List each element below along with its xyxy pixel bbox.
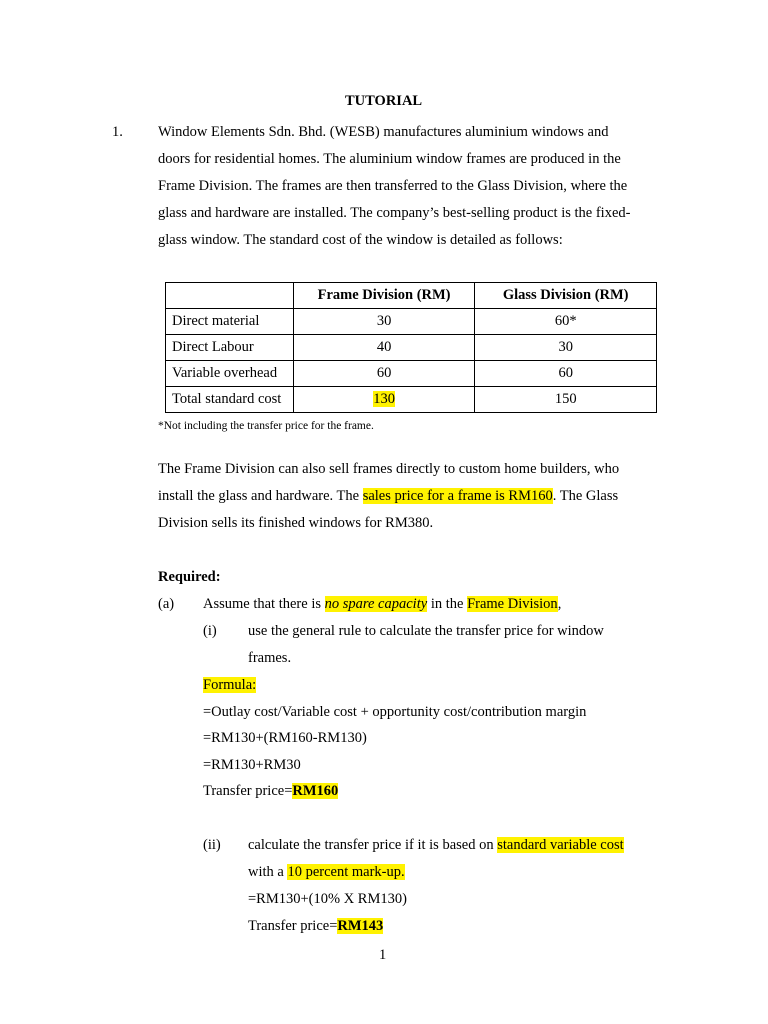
part-a-text-segment: in the	[427, 596, 468, 612]
formula-calc-3: =RM130+RM30	[203, 757, 301, 773]
para2-text: install the glass and hardware. The	[158, 488, 363, 504]
part-i-line-2: frames.	[248, 650, 292, 666]
frame-division-highlight: Frame Division	[467, 596, 558, 612]
required-heading: Required:	[158, 569, 221, 585]
part-ii-text: calculate the transfer price if it is based on	[248, 837, 498, 853]
row-label: Total standard cost	[166, 387, 294, 413]
row-label: Direct Labour	[166, 335, 294, 361]
intro-line-2: doors for residential homes. The aluminium window frames are produced in the	[158, 151, 621, 167]
standard-variable-cost-highlight: standard variable cost	[497, 837, 624, 853]
para2-line-1: The Frame Division can also sell frames directly to custom home builders, who	[158, 461, 620, 477]
part-a-text-segment: Assume that there is	[203, 596, 325, 612]
table-row	[166, 335, 657, 361]
question-number: 1.	[112, 124, 123, 140]
table-header-row	[166, 283, 657, 309]
standard-cost-table	[165, 282, 657, 413]
frame-value: 40	[293, 335, 475, 361]
part-a-text-segment: ,	[557, 596, 562, 612]
glass-value: 60	[475, 361, 657, 387]
formula-label	[203, 677, 256, 694]
frame-value: 30	[293, 309, 475, 335]
part-ii-line-2	[248, 864, 405, 881]
intro-line-3: Frame Division. The frames are then transferred to the Glass Division, where the	[158, 178, 628, 194]
table-header-cell: Glass Division (RM)	[475, 283, 657, 309]
table-row	[166, 361, 657, 387]
frame-value	[293, 387, 475, 413]
part-ii-line-1	[248, 837, 624, 854]
formula-calc-1: =Outlay cost/Variable cost + opportunity cost/contribution margin	[203, 704, 587, 720]
glass-value: 150	[475, 387, 657, 413]
part-i-label: (i)	[203, 623, 217, 639]
para2-line-3: Division sells its finished windows for RM380.	[158, 515, 434, 531]
formula-label-highlight: Formula:	[203, 677, 257, 693]
frame-total-highlight: 130	[373, 391, 395, 407]
intro-line-4: glass and hardware are installed. The company’s best-selling product is the fixed-	[158, 205, 631, 221]
markup-highlight: 10 percent mark-up.	[287, 864, 405, 880]
part-ii-text: with a	[248, 864, 288, 880]
glass-value: 60*	[475, 309, 657, 335]
part-a-label: (a)	[158, 596, 175, 612]
part-i-line-1: use the general rule to calculate the transfer price for window	[248, 623, 604, 639]
page-title: TUTORIAL	[345, 93, 423, 109]
para2-text: . The Glass	[552, 488, 619, 504]
row-label: Direct material	[166, 309, 294, 335]
page-number: 1	[379, 947, 387, 963]
intro-line-1: Window Elements Sdn. Bhd. (WESB) manufactures aluminium windows and	[158, 124, 609, 140]
transfer-price-i	[203, 783, 338, 800]
table-row	[166, 309, 657, 335]
table-row	[166, 387, 657, 413]
transfer-price-label: Transfer price=	[248, 918, 338, 934]
sales-price-highlight: sales price for a frame is RM160	[362, 488, 553, 504]
part-ii-label: (ii)	[203, 837, 221, 853]
transfer-price-label: Transfer price=	[203, 783, 293, 799]
table-header-cell: Frame Division (RM)	[293, 283, 475, 309]
table-header-cell	[166, 283, 294, 309]
transfer-price-value: RM143	[337, 918, 384, 934]
glass-value: 30	[475, 335, 657, 361]
transfer-price-value: RM160	[292, 783, 339, 799]
intro-line-5: glass window. The standard cost of the window is detailed as follows:	[158, 232, 563, 248]
para2-line-2	[158, 488, 618, 505]
row-label: Variable overhead	[166, 361, 294, 387]
part-a-text	[203, 596, 561, 613]
formula-calc-2: =RM130+(RM160-RM130)	[203, 730, 367, 746]
table-footnote: *Not including the transfer price for the frame.	[158, 420, 374, 432]
part-ii-calc: =RM130+(10% X RM130)	[248, 891, 407, 907]
frame-value: 60	[293, 361, 475, 387]
no-spare-capacity-highlight: no spare capacity	[324, 596, 428, 612]
transfer-price-ii	[248, 918, 383, 935]
